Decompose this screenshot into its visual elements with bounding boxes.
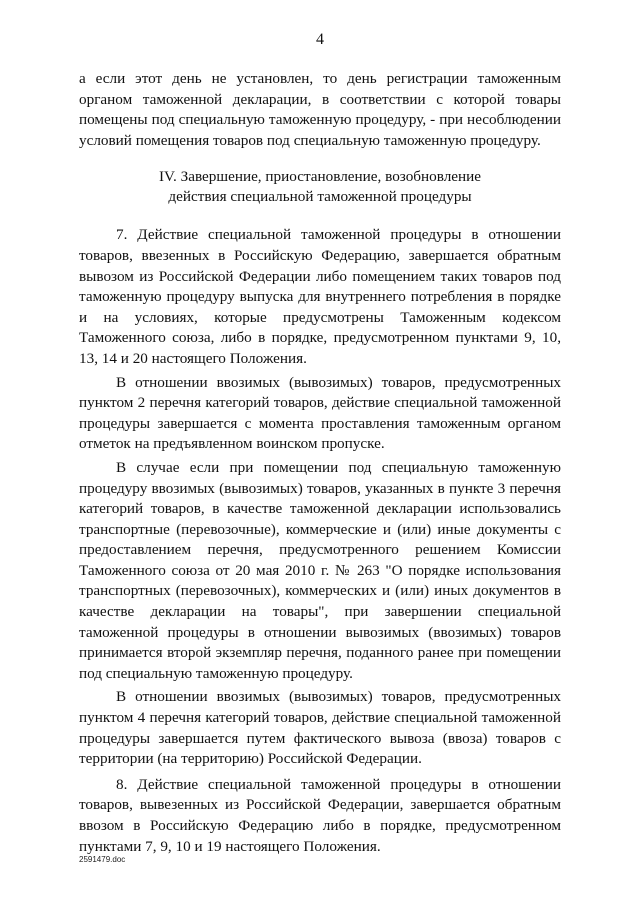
section-heading-line-2: действия специальной таможенной процедуры (168, 187, 472, 205)
document-body (79, 69, 561, 857)
paragraph-7: 7. Действие специальной таможенной процедуры в отношении товаров, ввезенных в Российскую Федерацию, завершается обратным вывозом из Российской Федерации либо помещением таких товаров под таможенную процедуру выпуска для внутреннего потребления в порядке и на условиях, которые предусмотрены Таможенным кодексом Таможенного союза, либо в порядке, предусмотренном пунктами 9, 10, 13, 14 и 20 настоящего Положения. (79, 226, 561, 367)
paragraph-8: 8. Действие специальной таможенной процедуры в отношении товаров, вывезенных из Российской Федерации, завершается обратным ввозом в Российскую Федерацию либо в порядке, предусмотренном пунктами 7, 9, 10 и 19 настоящего Положения. (79, 775, 561, 855)
paragraph-7-military-pass: В отношении ввозимых (вывозимых) товаров, предусмотренных пунктом 2 перечня категорий товаров, действие специальной таможенной процедуры завершается с момента проставления таможенным органом отметок на предъявленном воинском пропуске. (79, 373, 561, 453)
section-heading (79, 167, 561, 206)
paragraph-7-transport-documents: В случае если при помещении под специальную таможенную процедуру ввозимых (вывозимых) товаров, указанных в пункте 3 перечня категорий товаров, в качестве таможенной декларации использовались транспортные (перевозочные), коммерческие и (или) иные документы с предоставлением перечня, предусмотренного решением Комиссии Таможенного союза от 20 мая 2010 г. № 263 "О порядке использования транспортных (перевозочных), коммерческих и (или) иных документов в качестве декларации на товары", при завершении специальной таможенной процедуры в отношении вывозимых (ввозимых) товаров принимается второй экземпляр перечня, поданного ранее при помещении под специальную таможенную процедуру. (79, 458, 561, 682)
section-heading-line-1: IV. Завершение, приостановление, возобновление (158, 168, 482, 186)
intro-paragraph: а если этот день не установлен, то день регистрации таможенным органом таможенной декларации, в соответствии с которой товары помещены под специальную таможенную процедуру, - при несоблюдении условий помещения товаров под специальную таможенную процедуру. (79, 70, 561, 149)
paragraph-7-actual-export: В отношении ввозимых (вывозимых) товаров, предусмотренных пунктом 4 перечня категорий товаров, действие специальной таможенной процедуры завершается путем фактического вывоза (ввоза) товаров с территории (на территорию) Российской Федерации. (79, 688, 561, 768)
footer-filename: 2591479.doc (79, 855, 126, 864)
page-number: 4 (316, 31, 324, 48)
